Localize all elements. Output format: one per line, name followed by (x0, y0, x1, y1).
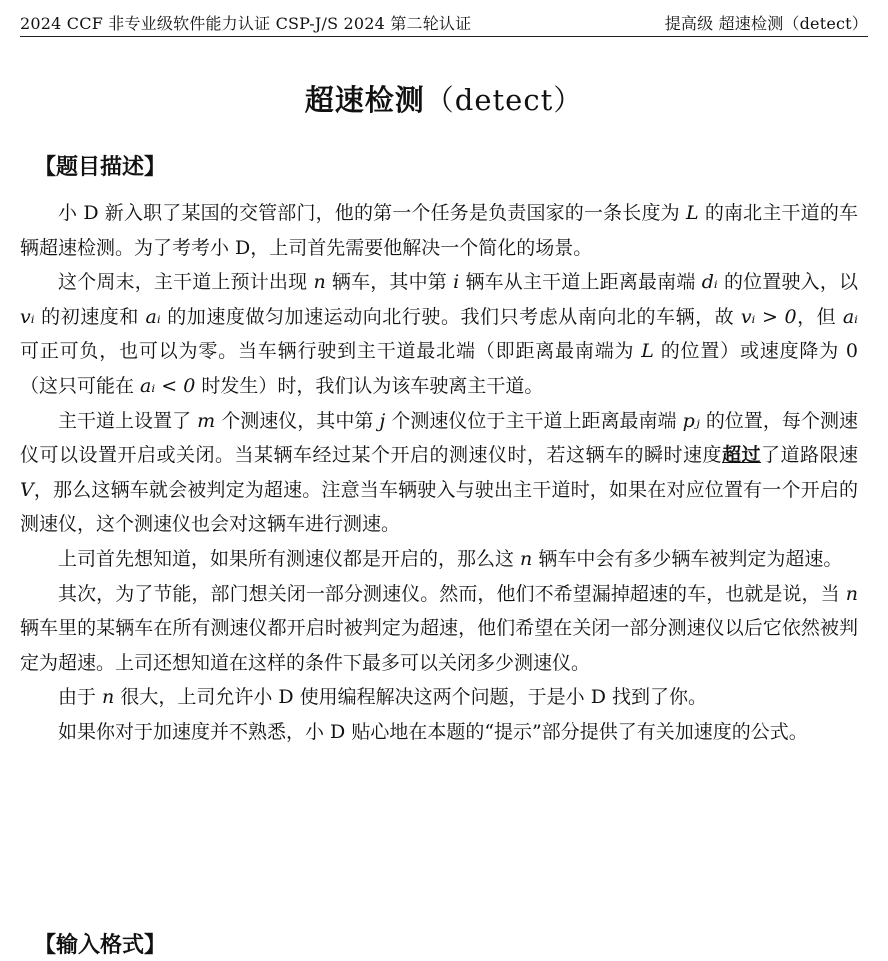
math-var: n (520, 547, 533, 570)
problem-title-en: （detect） (424, 83, 584, 117)
math-var: n (845, 582, 858, 605)
math-var: L (641, 340, 654, 363)
description-heading: 【题目描述】 (34, 154, 167, 180)
paragraph-5: 其次，为了节能，部门想关闭一部分测速仪。然而，他们不希望漏掉超速的车，也就是说，当 n 辆车里的某辆车在所有测速仪都开启时被判定为超速，他们希望在关闭一部分测速仪以后它依然被判定为超速。上司还想知道在这样的条件下最多可以关闭多少测速仪。 (20, 582, 858, 674)
paragraph-7: 如果你对于加速度并不熟悉，小 D 贴心地在本题的“提示”部分提供了有关加速度的公式。 (58, 720, 808, 743)
math-var: aᵢ (145, 305, 161, 328)
paragraph-3: 主干道上设置了 m 个测速仪，其中第 j 个测速仪位于主干道上距离最南端 pⱼ 的位置，每个测速仪可以设置开启或关闭。当某辆车经过某个开启的测速仪时，若这辆车的瞬时速度超过了道路限速 V，那么这辆车就会被判定为超速。注意当车辆驶入与驶出主干道时，如果在对应位置有一个开启的测速仪，这个测速仪也会对这辆车进行测速。 (20, 409, 858, 536)
math-var: dᵢ (701, 271, 718, 294)
math-expr: vᵢ > 0 (740, 305, 797, 328)
problem-description (20, 196, 858, 750)
header-problem-name: 提高级 超速检测（detect） (664, 13, 868, 33)
math-var: n (102, 686, 115, 709)
math-var: j (379, 409, 386, 432)
math-expr: aᵢ < 0 (140, 374, 196, 397)
problem-title-cn: 超速检测 (304, 83, 425, 117)
page-header (20, 8, 868, 37)
paragraph-1: 小 D 新入职了某国的交管部门，他的第一个任务是负责国家的一条长度为 L 的南北主干道的车辆超速检测。为了考考小 D，上司首先需要他解决一个简化的场景。 (20, 202, 858, 259)
math-var: i (453, 271, 460, 294)
math-var: V (20, 478, 34, 501)
math-var: vᵢ (20, 305, 35, 328)
paragraph-6: 由于 n 很大，上司允许小 D 使用编程解决这两个问题，于是小 D 找到了你。 (58, 686, 707, 709)
math-var: aᵢ (842, 305, 858, 328)
paragraph-2: 这个周末，主干道上预计出现 n 辆车，其中第 i 辆车从主干道上距离最南端 dᵢ 的位置驶入，以 vᵢ 的初速度和 aᵢ 的加速度做匀加速运动向北行驶。我们只考虑从南向北的车辆，故 vᵢ > 0，但 aᵢ 可正可负，也可以为零。当车辆行驶到主干道最北端（即距离最南端为 L 的位置）或速度降为 0（这只可能在 aᵢ < 0 时发生）时，我们认为该车驶离主干道。 (20, 271, 859, 397)
header-contest-title: 2024 CCF 非专业级软件能力认证 CSP-J/S 2024 第二轮认证 (20, 13, 472, 33)
problem-title (0, 78, 888, 119)
paragraph-4: 上司首先想知道，如果所有测速仪都是开启的，那么这 n 辆车中会有多少辆车被判定为超速。 (58, 547, 843, 570)
emphasis-exceed: 超过 (721, 444, 761, 467)
math-var: m (197, 409, 216, 432)
math-var: pⱼ (682, 409, 700, 432)
math-var: n (313, 271, 326, 294)
input-format-heading: 【输入格式】 (34, 932, 167, 958)
math-var: L (686, 202, 699, 224)
